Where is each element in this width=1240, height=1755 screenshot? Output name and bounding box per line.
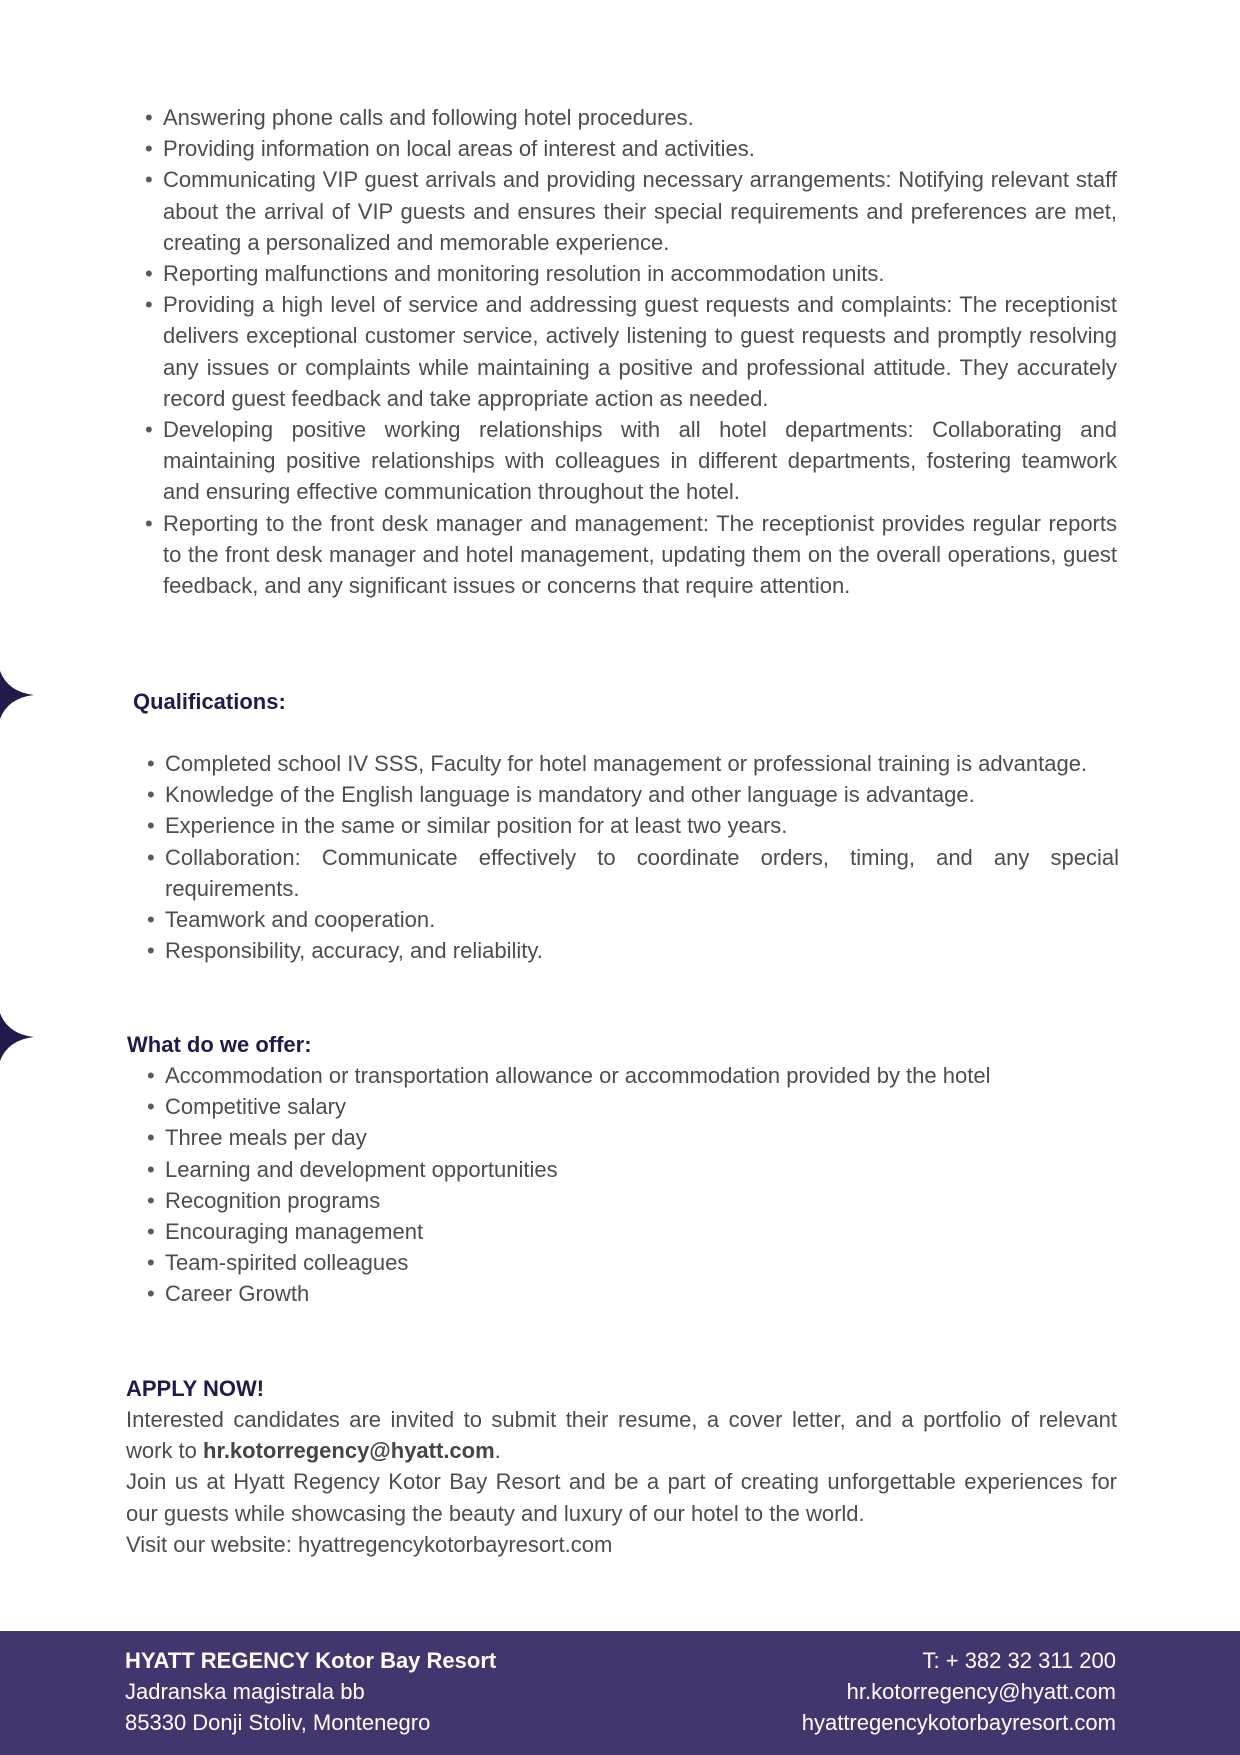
bullet-icon: • [147, 1250, 155, 1276]
bullet-icon: • [145, 510, 153, 536]
qualifications-list [128, 748, 1119, 966]
list-item: • Developing positive working relationships with all hotel departments: Collaborating and maintaining positive relationships with colleagues in different departments, fostering teamwork and ensuring effective communication throughout the hotel. [126, 414, 1117, 508]
apply-email-link[interactable]: hr.kotorregency@hyatt.com [203, 1438, 495, 1464]
footer [0, 1631, 1240, 1755]
footer-website-link[interactable]: hyattregencykotorbayresort.com [801, 1710, 1116, 1736]
list-item: • Teamwork and cooperation. [128, 904, 1119, 935]
bullet-icon: • [145, 105, 153, 130]
list-item: • Communicating VIP guest arrivals and providing necessary arrangements: Notifying relevant staff about the arrival of VIP guests and ensures their special requirements and preferences are met, creating a personalized and memorable experience. [126, 164, 1117, 258]
bullet-icon: • [147, 1187, 155, 1213]
apply-join-text: Join us at Hyatt Regency Kotor Bay Resort and be a part of creating unforgettable experiences for our guests while showcasing the beauty and luxury of our hotel to the world. [126, 1469, 1117, 1526]
list-item: • Recognition programs [128, 1185, 1119, 1216]
list-item: • Collaboration: Communicate effectively to coordinate orders, timing, and any special requirements. [128, 842, 1119, 904]
responsibilities-section [126, 102, 1117, 601]
decorative-star-icon [0, 658, 34, 732]
footer-email-link[interactable]: hr.kotorregency@hyatt.com [846, 1679, 1116, 1705]
offer-section [128, 1060, 1119, 1310]
list-item: • Knowledge of the English language is mandatory and other language is advantage. [128, 779, 1119, 810]
list-item: • Encouraging management [128, 1216, 1119, 1247]
footer-phone[interactable]: T: + 382 32 311 200 [922, 1648, 1116, 1673]
offer-list [128, 1060, 1119, 1310]
list-item: • Responsibility, accuracy, and reliability. [128, 935, 1119, 966]
responsibilities-list [126, 102, 1117, 601]
footer-address-line2: 85330 Donji Stoliv, Montenegro [125, 1710, 431, 1736]
bullet-icon: • [145, 417, 153, 443]
list-item: • Reporting malfunctions and monitoring resolution in accommodation units. [126, 258, 1117, 289]
bullet-icon: • [147, 1219, 155, 1245]
bullet-icon: • [147, 907, 155, 933]
bullet-icon: • [145, 167, 153, 193]
list-item: • Reporting to the front desk manager and management: The receptionist provides regular reports to the front desk manager and hotel management, updating them on the overall operations, guest feedback, and any significant issues or concerns that require attention. [126, 508, 1117, 602]
list-item: • Team-spirited colleagues [128, 1247, 1119, 1278]
list-item: • Career Growth [128, 1278, 1119, 1309]
list-item: • Learning and development opportunities [128, 1154, 1119, 1185]
footer-address [125, 1645, 496, 1739]
list-item: • Providing a high level of service and addressing guest requests and complaints: The receptionist delivers exceptional customer service, actively listening to guest requests and promptly resolving any issues or complaints while maintaining a positive and professional attitude. They accurately record guest feedback and take appropriate action as needed. [126, 289, 1117, 414]
bullet-icon: • [147, 844, 155, 870]
footer-contact [802, 1645, 1116, 1739]
qualifications-heading: Qualifications: [133, 689, 286, 714]
apply-heading: APPLY NOW! [126, 1376, 265, 1401]
list-item: • Accommodation or transportation allowance or accommodation provided by the hotel [128, 1060, 1119, 1091]
bullet-icon: • [145, 261, 153, 287]
bullet-icon: • [147, 1125, 155, 1151]
offer-heading: What do we offer: [127, 1032, 312, 1057]
list-item: • Providing information on local areas of interest and activities. [126, 133, 1117, 164]
bullet-icon: • [147, 938, 155, 964]
list-item: • Experience in the same or similar position for at least two years. [128, 810, 1119, 841]
bullet-icon: • [147, 782, 155, 808]
qualifications-section [128, 748, 1119, 966]
bullet-icon: • [145, 292, 153, 318]
apply-section [126, 1373, 1117, 1560]
bullet-icon: • [147, 813, 155, 839]
bullet-icon: • [147, 1281, 155, 1307]
list-item: • Completed school IV SSS, Faculty for hotel management or professional training is advantage. [128, 748, 1119, 779]
apply-website: Visit our website: hyattregencykotorbayresort.com [126, 1531, 613, 1557]
bullet-icon: • [145, 136, 153, 162]
list-item: • Three meals per day [128, 1122, 1119, 1153]
bullet-icon: • [147, 751, 155, 776]
footer-address-line1: Jadranska magistrala bb [125, 1679, 365, 1705]
footer-brand: HYATT REGENCY Kotor Bay Resort [125, 1648, 497, 1673]
bullet-icon: • [147, 1094, 155, 1120]
list-item: • Answering phone calls and following hotel procedures. [126, 102, 1117, 133]
website-link[interactable]: hyattregencykotorbayresort.com [298, 1531, 613, 1557]
apply-intro: Interested candidates are invited to submit their resume, a cover letter, and a portfolio of relevant work to hr.kotorregency@hyatt.com. [126, 1407, 1117, 1464]
list-item: • Competitive salary [128, 1091, 1119, 1122]
decorative-star-icon [0, 1000, 34, 1074]
bullet-icon: • [147, 1156, 155, 1182]
bullet-icon: • [147, 1063, 155, 1088]
